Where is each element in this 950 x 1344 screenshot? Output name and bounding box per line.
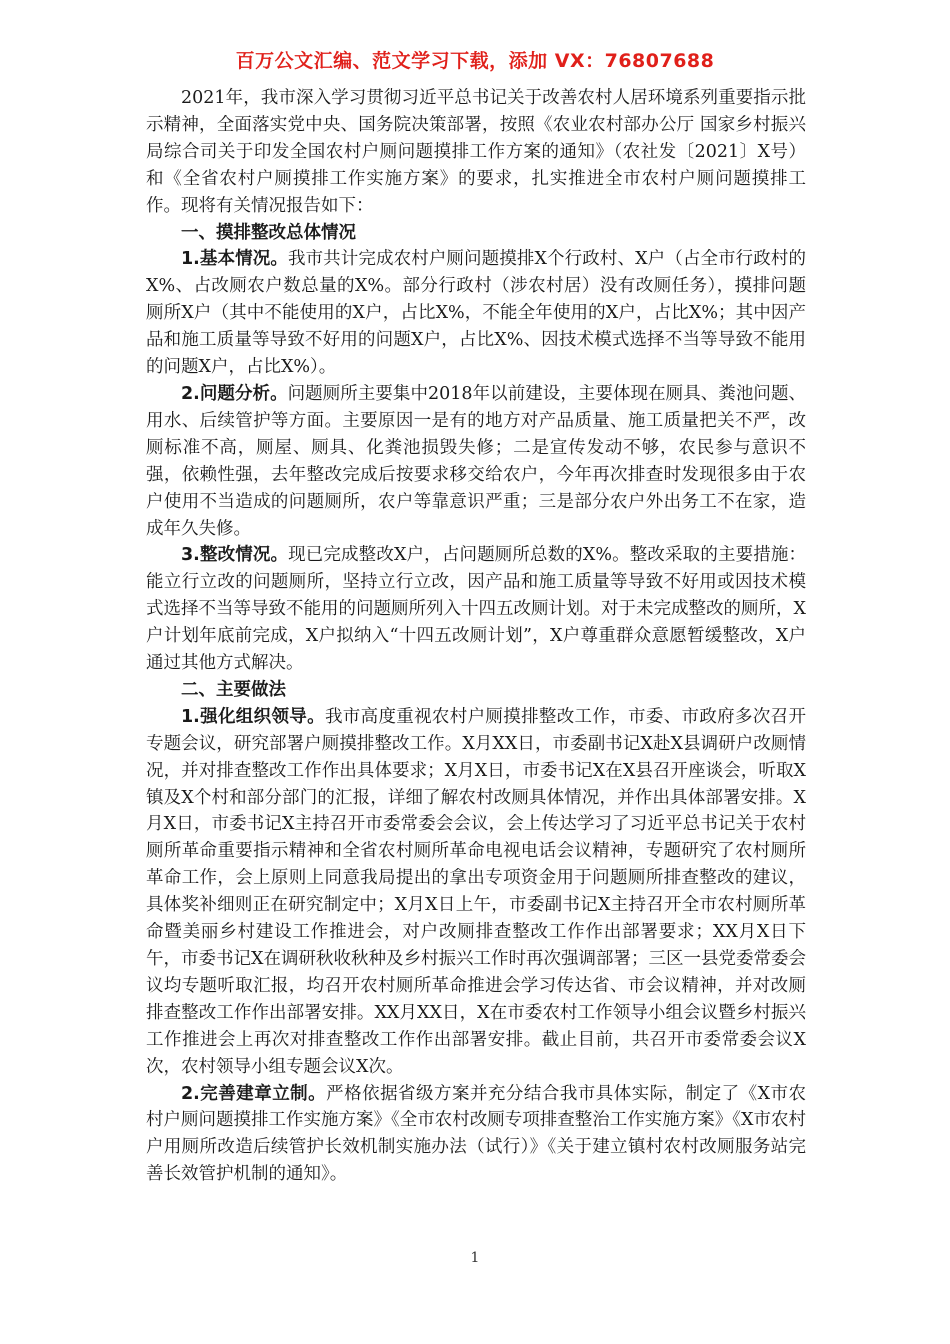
intro-paragraph: 2021年，我市深入学习贯彻习近平总书记关于改善农村人居环境系列重要指示批示精神，全面落实党中央、国务院决策部署，按照《农业农村部办公厅 国家乡村振兴局综合司关于印发全国农村户厕问题摸排工作方案的通知》（农社发〔2021〕X号）和《全省农村户厕摸排工作实施方案》的要求，扎实推进全市农村户厕问题摸排工作。现将有关情况报告如下： xyxy=(146,88,806,216)
paragraph-text: 问题厕所主要集中2018年以前建设，主要体现在厕具、粪池问题、用水、后续管护等方面。主要原因一是有的地方对产品质量、施工质量把关不严，改厕标准不高，厕屋、厕具、化粪池损毁失修；二是宣传发动不够，农民参与意识不强，依赖性强，去年整改完成后按要求移交给农户，今年再次排查时发现很多由于农户使用不当造成的问题厕所，农户等靠意识严重；三是部分农户外出务工不在家，造成年久失修。 xyxy=(146,383,806,539)
paragraph-text: 现已完成整改X户，占问题厕所总数的X%。整改采取的主要措施：能立行立改的问题厕所，坚持立行立改，因产品和施工质量等导致不好用或因技术模式选择不当等导致不能用的问题厕所列入十四五改厕计划。对于未完成整改的厕所，X户计划年底前完成，X户拟纳入“十四五改厕计划”，X户尊重群众意愿暂缓整改，X户通过其他方式解决。 xyxy=(146,545,806,674)
paragraph-text: 我市共计完成农村户厕问题摸排X个行政村、X户（占全市行政村的X%、占改厕农户数总量的X%。部分行政村（涉农村居）没有改厕任务），摸排问题厕所X户（其中不能使用的X户，占比X%，不能全年使用的X户，占比X%；其中因产品和施工质量等导致不好用的问题X户，占比X%、因技术模式选择不当等导致不能用的问题X户，占比X%）。 xyxy=(146,249,806,378)
paragraph-leadership xyxy=(146,704,806,1081)
paragraph-lead: 1.强化组织领导。 xyxy=(181,706,325,727)
paragraph-lead: 3.整改情况。 xyxy=(181,545,289,566)
page-number: 1 xyxy=(470,1250,480,1266)
paragraph-problem-analysis xyxy=(146,381,806,542)
section-heading-1: 一、摸排整改总体情况 xyxy=(181,222,356,243)
paragraph-lead: 2.问题分析。 xyxy=(181,383,288,404)
document-body xyxy=(146,85,806,1188)
paragraph-basic-situation xyxy=(146,246,806,381)
paragraph-rectification xyxy=(146,542,806,677)
paragraph-lead: 2.完善建章立制。 xyxy=(181,1083,327,1104)
paragraph-lead: 1.基本情况。 xyxy=(181,249,288,270)
paragraph-regulations xyxy=(146,1081,806,1189)
section-heading-2: 二、主要做法 xyxy=(181,679,286,700)
header-banner: 百万公文汇编、范文学习下载，添加 VX：76807688 xyxy=(235,50,715,72)
paragraph-text: 我市高度重视农村户厕摸排整改工作，市委、市政府多次召开专题会议，研究部署户厕摸排整改工作。X月XX日，市委副书记X赴X县调研户改厕情况，并对排查整改工作作出具体要求；X月X日，市委书记X在X县召开座谈会，听取X镇及X个村和部分部门的汇报，详细了解农村改厕具体情况，并作出具体部署安排。X月X日，市委书记X主持召开市委常委会会议，会上传达学习了习近平总书记关于农村厕所革命重要指示精神和全省农村厕所革命电视电话会议精神，专题研究了农村厕所革命工作，会上原则上同意我局提出的拿出专项资金用于问题厕所排查整改的建议，具体奖补细则正在研究制定中；X月X日上午，市委副书记X主持召开全市农村厕所革命暨美丽乡村建设工作推进会，对户改厕排查整改工作作出部署要求；XX月X日下午，市委书记X在调研秋收秋种及乡村振兴工作时再次强调部署；三区一县党委常委会议均专题听取汇报，均召开农村厕所革命推进会学习传达省、市会议精神，并对改厕排查整改工作作出部署安排。XX月XX日，X在市委农村工作领导小组会议暨乡村振兴工作推进会上再次对排查整改工作作出部署安排。截止目前，共召开市委常委会议X次，农村领导小组专题会议X次。 xyxy=(146,706,806,1077)
paragraph-text: 严格依据省级方案并充分结合我市具体实际，制定了《X市农村户厕问题摸排工作实施方案》《全市农村改厕专项排查整治工作实施方案》《X市农村户用厕所改造后续管护长效机制实施办法（试行）》《关于建立镇村农村改厕服务站完善长效管护机制的通知》。 xyxy=(146,1083,806,1185)
